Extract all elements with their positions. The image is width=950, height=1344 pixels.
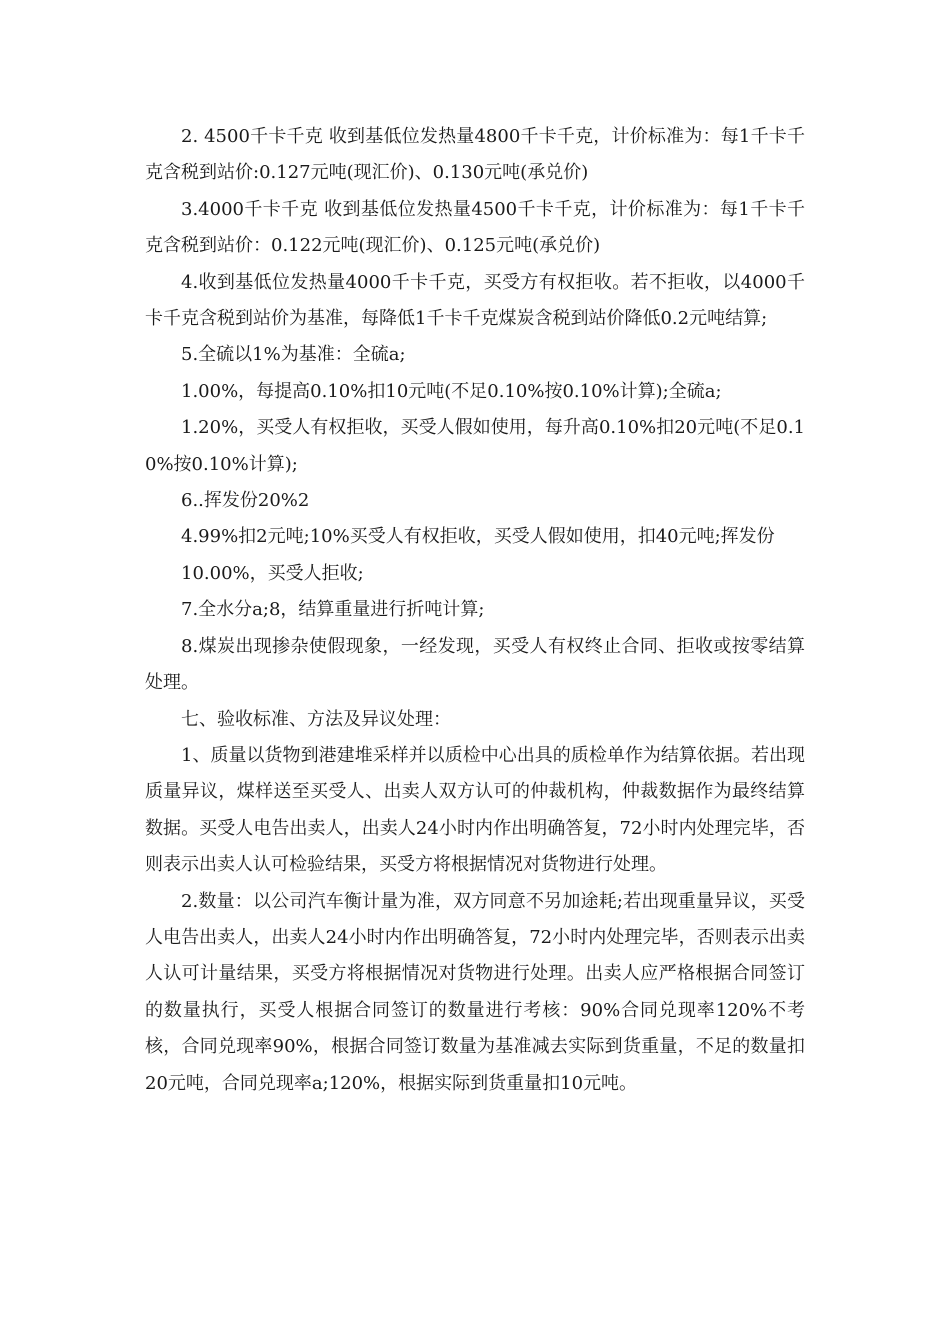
paragraph-volatile-499: 4.99%扣2元吨;10%买受人有权拒收，买受人假如使用，扣40元吨;挥发份 xyxy=(181,526,775,548)
paragraph-quantity: 2.数量：以公司汽车衡计量为准，双方同意不另加途耗;若出现重量异议，买受人电告出卖人，出卖人24小时内作出明确答复，72小时内处理完毕，否则表示出卖人认可计量结果，买受方将根据情况对货物进行处理。出卖人应严格根据合同签订的数量执行，买受人根据合同签订的数量进行考核：90%合同兑现率120%不考核，合同兑现率90%，根据合同签订数量为基准减去实际到货重量，不足的数量扣20元吨，合同兑现率a;120%，根据实际到货重量扣10元吨。 xyxy=(145,890,805,1094)
paragraph-moisture: 7.全水分a;8，结算重量进行折吨计算; xyxy=(181,599,485,621)
paragraph-sulfur-100: 1.00%，每提高0.10%扣10元吨(不足0.10%按0.10%计算);全硫a; xyxy=(181,380,722,402)
paragraph-volatile-1000: 10.00%，买受人拒收; xyxy=(181,562,364,584)
paragraph-calorific-4500: 2. 4500千卡千克 收到基低位发热量4800千卡千克，计价标准为：每1千卡千克含税到站价:0.127元吨(现汇价)、0.130元吨(承兑价) xyxy=(145,126,805,184)
paragraph-quality: 1、质量以货物到港建堆采样并以质检中心出具的质检单作为结算依据。若出现质量异议，煤样送至买受人、出卖人双方认可的仲裁机构，仲裁数据作为最终结算数据。买受人电告出卖人，出卖人24小时内作出明确答复，72小时内处理完毕，否则表示出卖人认可检验结果，买受方将根据情况对货物进行处理。 xyxy=(145,744,805,876)
paragraph-adulteration: 8.煤炭出现掺杂使假现象，一经发现，买受人有权终止合同、拒收或按零结算处理。 xyxy=(145,635,805,694)
document-body xyxy=(145,119,805,1102)
paragraph-sulfur-120: 1.20%，买受人有权拒收，买受人假如使用，每升高0.10%扣20元吨(不足0.10%按0.10%计算); xyxy=(145,417,805,475)
paragraph-calorific-below-4000: 4.收到基低位发热量4000千卡千克，买受方有权拒收。若不拒收，以4000千卡千克含税到站价为基准，每降低1千卡千克煤炭含税到站价降低0.2元吨结算; xyxy=(145,271,805,330)
paragraph-sulfur-baseline: 5.全硫以1%为基准：全硫a; xyxy=(181,344,406,366)
paragraph-calorific-4000: 3.4000千卡千克 收到基低位发热量4500千卡千克，计价标准为：每1千卡千克含税到站价：0.122元吨(现汇价)、0.125元吨(承兑价) xyxy=(145,198,805,257)
section-heading-acceptance: 七、验收标准、方法及异议处理： xyxy=(181,708,451,730)
paragraph-volatile: 6..挥发份20%2 xyxy=(181,490,310,512)
